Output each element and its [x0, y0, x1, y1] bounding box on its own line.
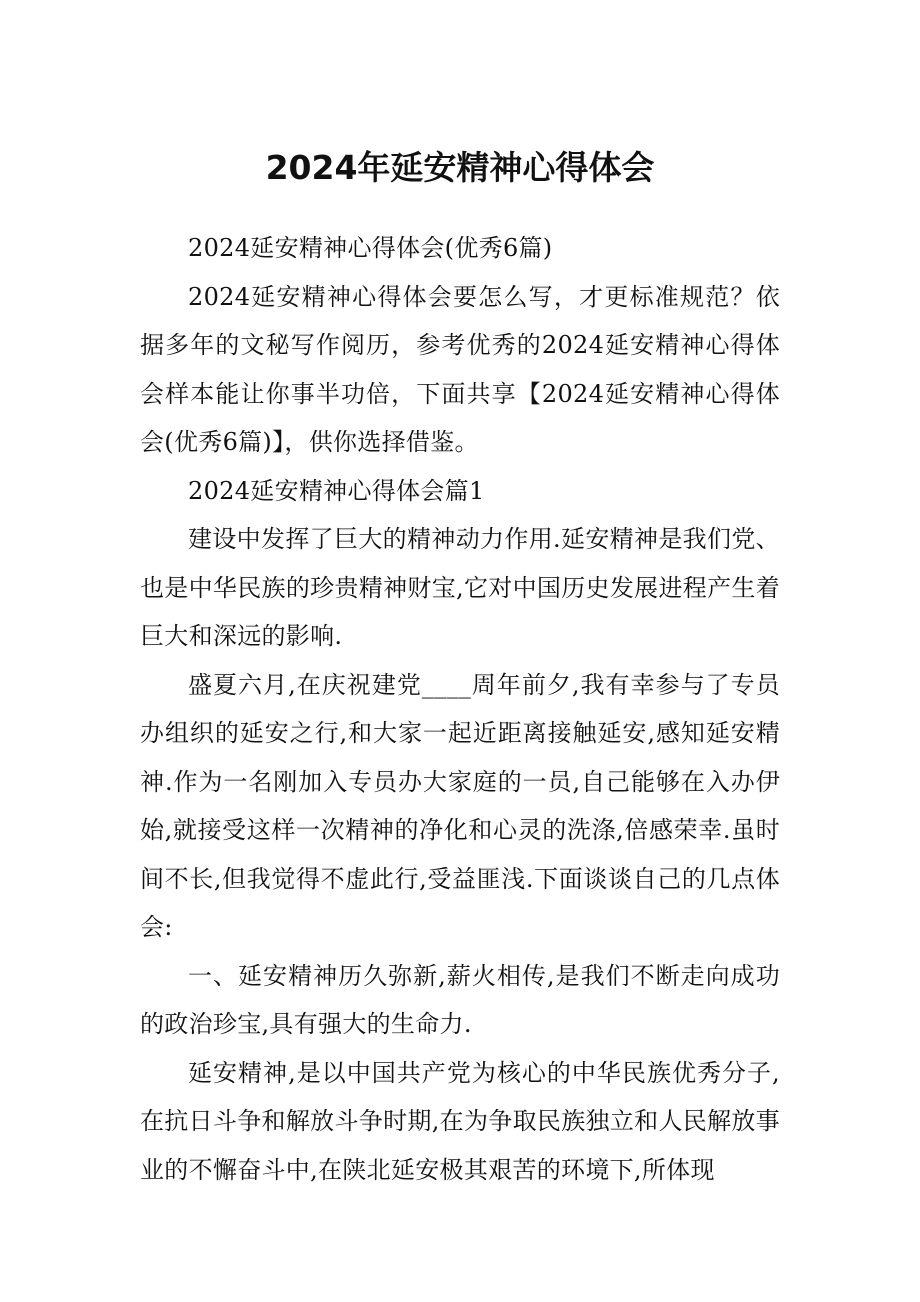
subtitle-paragraph: 2024延安精神心得体会(优秀6篇): [188, 234, 553, 262]
body-paragraph: 延安精神,是以中国共产党为核心的中华民族优秀分子,在抗日斗争和解放斗争时期,在为争取民族独立和人民解放事业的不懈奋斗中,在陕北延安极其艰苦的环境下,所体现: [140, 1058, 780, 1184]
body-paragraph: 建设中发挥了巨大的精神动力作用.延安精神是我们党、也是中华民族的珍贵精神财宝,它对中国历史发展进程产生着巨大和深远的影响.: [140, 525, 780, 650]
intro-paragraph: 2024延安精神心得体会要怎么写，才更标准规范？依据多年的文秘写作阅历，参考优秀的2024延安精神心得体会样本能让你事半功倍，下面共享【2024延安精神心得体会(优秀6篇)】，供你选择借鉴。: [140, 282, 780, 456]
point-heading: 一、延安精神历久弥新,薪火相传,是我们不断走向成功的政治珍宝,具有强大的生命力.: [140, 961, 780, 1038]
document-body: [140, 224, 780, 1194]
section-heading: 2024延安精神心得体会篇1: [188, 476, 485, 505]
document-title: 2024年延安精神心得体会: [265, 148, 655, 187]
body-paragraph: 盛夏六月,在庆祝建党____周年前夕,我有幸参与了专员办组织的延安之行,和大家一起近距离接触延安,感知延安精神.作为一名刚加入专员办大家庭的一员,自己能够在入办伊始,就接受这样一次精神的净化和心灵的洗涤,倍感荣幸.虽时间不长,但我觉得不虚此行,受益匪浅.下面谈谈自己的几点体会:: [140, 670, 780, 941]
